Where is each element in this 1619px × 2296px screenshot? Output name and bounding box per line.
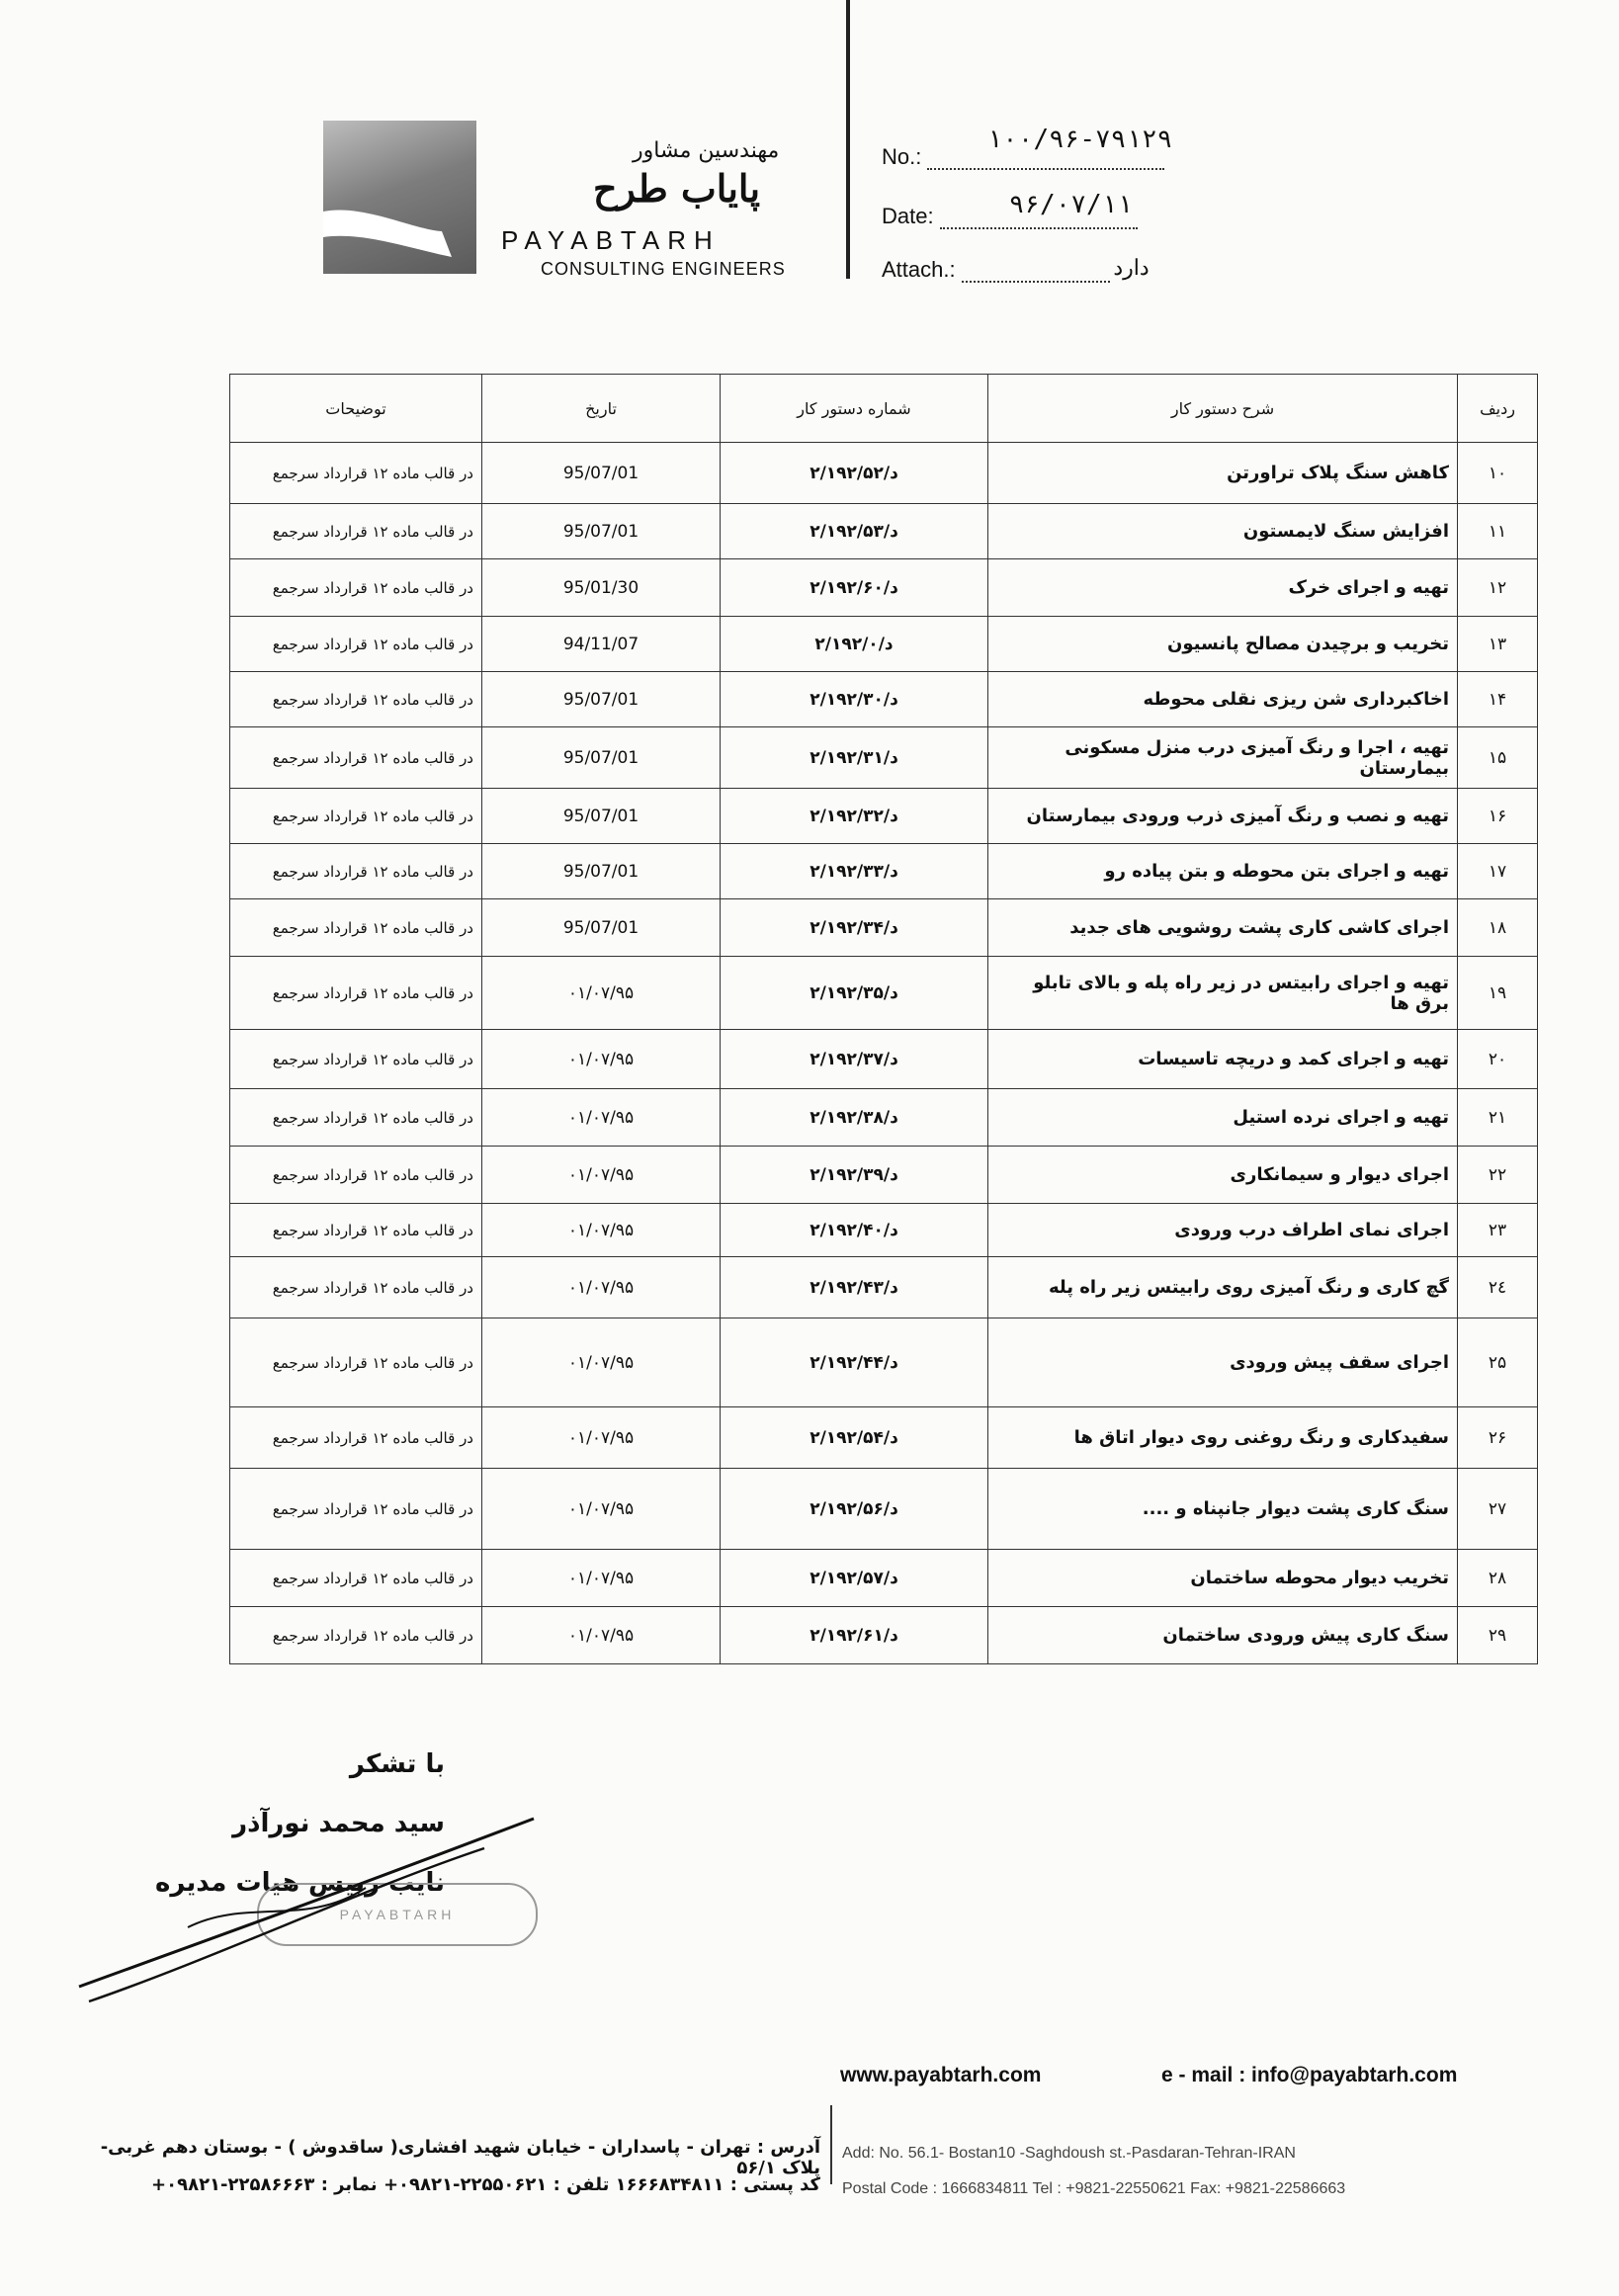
row-number-cell <box>1458 1550 1538 1607</box>
notes-cell <box>230 1407 482 1469</box>
notes-cell-text: در قالب ماده ۱۲ قرارداد سرجمع <box>272 522 473 541</box>
notes-cell-text: در قالب ماده ۱۲ قرارداد سرجمع <box>272 464 473 482</box>
col-header-row: ردیف <box>1458 375 1538 443</box>
table-row <box>230 899 1538 957</box>
row-number-cell <box>1458 1030 1538 1089</box>
work-date-cell <box>482 443 721 504</box>
table-row <box>230 617 1538 672</box>
company-stamp: PAYABTARH <box>257 1883 538 1946</box>
notes-cell-text: در قالب ماده ۱۲ قرارداد سرجمع <box>272 690 473 709</box>
letter-attach-value: دارد <box>1113 255 1150 280</box>
work-order-number-cell-text: ۲/۱۹۲/د/۳۳ <box>810 861 898 882</box>
company-subtitle-fa: مهندسین مشاور <box>633 138 780 163</box>
notes-cell <box>230 1607 482 1664</box>
row-number-cell-text: ۱۹ <box>1488 982 1507 1003</box>
work-date-cell-text: ۰۱/۰۷/۹۵ <box>567 1277 635 1298</box>
notes-cell <box>230 1030 482 1089</box>
work-description-cell-text: اجرای سقف پیش ورودی <box>1230 1352 1449 1373</box>
work-date-cell <box>482 957 721 1030</box>
work-description-cell <box>988 1318 1458 1407</box>
notes-cell-text: در قالب ماده ۱۲ قرارداد سرجمع <box>272 578 473 597</box>
work-date-cell-text: 95/07/01 <box>562 521 639 542</box>
work-description-cell-text: تهیه ، اجرا و رنگ آمیزی درب منزل مسکونی بیمارستان <box>1065 736 1449 779</box>
row-number-cell-text: ۱۶ <box>1488 806 1507 826</box>
work-order-number-cell <box>721 504 988 559</box>
work-order-number-cell <box>721 1147 988 1204</box>
work-description-cell <box>988 1407 1458 1469</box>
work-order-number-cell-text: ۲/۱۹۲/د/۶۱ <box>810 1625 898 1646</box>
notes-cell <box>230 559 482 617</box>
work-description-cell-text: افزایش سنگ لایمستون <box>1242 521 1449 542</box>
row-number-cell-text: ۱۱ <box>1488 521 1507 542</box>
table-row <box>230 789 1538 844</box>
footer-contact-en: Postal Code : 1666834811 Tel : +9821-22550621 Fax: +9821-22586663 <box>842 2180 1346 2197</box>
table-body <box>230 443 1538 1664</box>
footer-address-fa: آدرس : تهران - پاسداران - خیابان شهید افشاری( ساقدوش ) - بوستان دهم غربی- پلاک ۵۶/۱ <box>100 2137 820 2178</box>
work-order-number-cell-text: ۲/۱۹۲/د/۴۴ <box>810 1352 898 1373</box>
work-order-number-cell-text: ۲/۱۹۲/د/۶۰ <box>810 577 898 598</box>
row-number-cell <box>1458 1469 1538 1550</box>
notes-cell-text: در قالب ماده ۱۲ قرارداد سرجمع <box>272 1569 473 1587</box>
work-date-cell <box>482 1030 721 1089</box>
work-date-cell-text: ۰۱/۰۷/۹۵ <box>567 982 635 1003</box>
closing-thanks: با تشکر <box>349 1749 445 1779</box>
notes-cell-text: در قالب ماده ۱۲ قرارداد سرجمع <box>272 1278 473 1297</box>
table-row <box>230 1318 1538 1407</box>
notes-cell-text: در قالب ماده ۱۲ قرارداد سرجمع <box>272 918 473 937</box>
letter-number-value: ۱۰۰/۹۶-۷۹۱۲۹ <box>986 125 1173 154</box>
notes-cell-text: در قالب ماده ۱۲ قرارداد سرجمع <box>272 1108 473 1127</box>
work-description-cell-text: تهیه و نصب و رنگ آمیزی ذرب ورودی بیمارستان <box>1026 806 1449 826</box>
work-date-cell-text: ۰۱/۰۷/۹۵ <box>567 1625 635 1646</box>
work-order-number-cell <box>721 957 988 1030</box>
work-order-number-cell-text: ۲/۱۹۲/د/۵۲ <box>810 463 898 483</box>
row-number-cell-text: ۱۸ <box>1488 917 1507 938</box>
work-date-cell <box>482 844 721 899</box>
work-order-number-cell <box>721 1318 988 1407</box>
company-logo <box>323 121 476 274</box>
notes-cell-text: در قالب ماده ۱۲ قرارداد سرجمع <box>272 635 473 653</box>
notes-cell <box>230 617 482 672</box>
table-row <box>230 1607 1538 1664</box>
work-order-number-cell-text: ۲/۱۹۲/د/۰ <box>814 634 894 654</box>
footer-email[interactable]: e - mail : info@payabtarh.com <box>1161 2064 1458 2086</box>
notes-cell <box>230 727 482 789</box>
work-order-number-cell-text: ۲/۱۹۲/د/۴۳ <box>810 1277 898 1298</box>
row-number-cell <box>1458 672 1538 727</box>
work-description-cell-text: تهیه و اجرای خرک <box>1288 577 1449 598</box>
row-number-cell-text: ۱۰ <box>1488 463 1507 483</box>
work-description-cell <box>988 504 1458 559</box>
table-row <box>230 504 1538 559</box>
header-divider <box>846 0 850 279</box>
table-row <box>230 672 1538 727</box>
work-date-cell-text: 94/11/07 <box>562 634 639 654</box>
notes-cell <box>230 1469 482 1550</box>
work-order-number-cell <box>721 672 988 727</box>
work-description-cell <box>988 1089 1458 1147</box>
work-date-cell <box>482 1204 721 1257</box>
work-date-cell-text: ۰۱/۰۷/۹۵ <box>567 1498 635 1519</box>
work-order-number-cell-text: ۲/۱۹۲/د/۳۲ <box>810 806 898 826</box>
work-date-cell-text: 95/07/01 <box>562 689 639 710</box>
footer-website[interactable]: www.payabtarh.com <box>840 2064 1042 2086</box>
row-number-cell-text: ۲۸ <box>1488 1568 1507 1588</box>
row-number-cell <box>1458 504 1538 559</box>
row-number-cell <box>1458 1089 1538 1147</box>
table-row <box>230 957 1538 1030</box>
row-number-cell <box>1458 559 1538 617</box>
notes-cell-text: در قالب ماده ۱۲ قرارداد سرجمع <box>272 983 473 1002</box>
work-order-number-cell <box>721 1550 988 1607</box>
work-date-cell <box>482 617 721 672</box>
notes-cell <box>230 844 482 899</box>
footer-divider <box>830 2105 832 2184</box>
work-description-cell <box>988 844 1458 899</box>
work-description-cell <box>988 1257 1458 1318</box>
notes-cell-text: در قالب ماده ۱۲ قرارداد سرجمع <box>272 1428 473 1447</box>
company-subtitle-en: CONSULTING ENGINEERS <box>541 259 786 279</box>
work-date-cell <box>482 1089 721 1147</box>
row-number-cell-text: ۱۴ <box>1488 689 1507 710</box>
work-date-cell-text: ۰۱/۰۷/۹۵ <box>567 1568 635 1588</box>
letter-date-value: ۹۶/۰۷/۱۱ <box>1008 190 1133 219</box>
letter-number-label: No.: <box>882 144 922 169</box>
notes-cell <box>230 789 482 844</box>
work-description-cell <box>988 1607 1458 1664</box>
work-description-cell-text: تهیه و اجرای کمد و دریچه تاسیسات <box>1138 1049 1449 1069</box>
work-date-cell <box>482 1407 721 1469</box>
work-description-cell-text: تخریب دیوار محوطه ساختمان <box>1190 1568 1449 1588</box>
work-description-cell-text: تخریب و برچیدن مصالح پانسیون <box>1167 634 1449 654</box>
notes-cell-text: در قالب ماده ۱۲ قرارداد سرجمع <box>272 862 473 881</box>
work-order-number-cell <box>721 1089 988 1147</box>
work-description-cell <box>988 559 1458 617</box>
work-date-cell-text: 95/07/01 <box>562 463 639 483</box>
work-description-cell-text: تهیه و اجرای بتن محوطه و بتن پیاده رو <box>1104 861 1449 882</box>
work-date-cell <box>482 899 721 957</box>
col-header-note: توضیحات <box>230 375 482 443</box>
work-orders-table <box>229 374 1538 1664</box>
work-description-cell-text: تهیه و اجرای رابیتس در زیر راه پله و بالای تابلو برق ها <box>1033 972 1449 1014</box>
row-number-cell-text: ۲٤ <box>1488 1277 1507 1298</box>
work-order-number-cell <box>721 844 988 899</box>
row-number-cell <box>1458 727 1538 789</box>
work-description-cell-text: اجرای نمای اطراف درب ورودی <box>1174 1220 1449 1240</box>
work-order-number-cell-text: ۲/۱۹۲/د/۵۶ <box>810 1498 898 1519</box>
notes-cell <box>230 1147 482 1204</box>
row-number-cell-text: ۲۳ <box>1488 1220 1507 1240</box>
notes-cell-text: در قالب ماده ۱۲ قرارداد سرجمع <box>272 1221 473 1239</box>
row-number-cell-text: ۲۵ <box>1488 1352 1507 1373</box>
work-date-cell <box>482 559 721 617</box>
row-number-cell <box>1458 844 1538 899</box>
work-date-cell-text: ۰۱/۰۷/۹۵ <box>567 1164 635 1185</box>
letter-date <box>882 190 1138 229</box>
row-number-cell <box>1458 1407 1538 1469</box>
work-description-cell <box>988 957 1458 1030</box>
footer-contact-fa: کد پستی : ۱۶۶۶۸۳۴۸۱۱ تلفن : ۲۲۵۵۰۶۲۱-۰۹۸۲۱+ نمابر : ۲۲۵۸۶۶۶۳-۰۹۸۲۱+ <box>151 2174 820 2195</box>
letter-attach <box>882 255 1150 283</box>
row-number-cell <box>1458 1147 1538 1204</box>
work-description-cell <box>988 899 1458 957</box>
work-date-cell-text: 95/01/30 <box>562 577 639 598</box>
notes-cell <box>230 1089 482 1147</box>
work-order-number-cell <box>721 1257 988 1318</box>
company-name-fa: پایاب طرح <box>593 166 761 211</box>
notes-cell <box>230 899 482 957</box>
row-number-cell-text: ۱۳ <box>1488 634 1507 654</box>
notes-cell <box>230 1257 482 1318</box>
table-row <box>230 1550 1538 1607</box>
work-description-cell <box>988 727 1458 789</box>
work-date-cell <box>482 727 721 789</box>
handwritten-signature-icon <box>69 1779 544 2016</box>
work-date-cell <box>482 1147 721 1204</box>
work-order-number-cell <box>721 1030 988 1089</box>
work-order-number-cell <box>721 1204 988 1257</box>
letter-attach-label: Attach.: <box>882 257 956 282</box>
row-number-cell <box>1458 789 1538 844</box>
work-date-cell <box>482 789 721 844</box>
work-date-cell-text: 95/07/01 <box>562 806 639 826</box>
work-order-number-cell-text: ۲/۱۹۲/د/۳۸ <box>810 1107 898 1128</box>
table-row <box>230 1204 1538 1257</box>
row-number-cell <box>1458 1318 1538 1407</box>
notes-cell <box>230 504 482 559</box>
table-row <box>230 1147 1538 1204</box>
table-row <box>230 844 1538 899</box>
work-order-number-cell-text: ۲/۱۹۲/د/۳۱ <box>810 747 898 768</box>
row-number-cell <box>1458 1607 1538 1664</box>
row-number-cell-text: ۲۶ <box>1488 1427 1507 1448</box>
work-date-cell-text: ۰۱/۰۷/۹۵ <box>567 1220 635 1240</box>
notes-cell <box>230 443 482 504</box>
col-header-num: شماره دستور کار <box>721 375 988 443</box>
work-order-number-cell-text: ۲/۱۹۲/د/۳۰ <box>810 689 898 710</box>
work-order-number-cell-text: ۲/۱۹۲/د/۵۳ <box>810 521 898 542</box>
work-date-cell <box>482 1318 721 1407</box>
work-order-number-cell-text: ۲/۱۹۲/د/۵۷ <box>810 1568 898 1588</box>
company-name-en: PAYABTARH <box>501 225 721 255</box>
work-description-cell-text: سنگ کاری پیش ورودی ساختمان <box>1162 1625 1449 1646</box>
work-order-number-cell <box>721 1407 988 1469</box>
work-date-cell <box>482 1469 721 1550</box>
notes-cell <box>230 957 482 1030</box>
row-number-cell <box>1458 1257 1538 1318</box>
work-order-number-cell <box>721 443 988 504</box>
work-description-cell <box>988 1030 1458 1089</box>
notes-cell-text: در قالب ماده ۱۲ قرارداد سرجمع <box>272 1499 473 1518</box>
notes-cell <box>230 1550 482 1607</box>
work-description-cell-text: کاهش سنگ پلاک تراورتن <box>1227 463 1449 483</box>
notes-cell-text: در قالب ماده ۱۲ قرارداد سرجمع <box>272 1165 473 1184</box>
work-date-cell-text: 95/07/01 <box>562 861 639 882</box>
work-order-number-cell-text: ۲/۱۹۲/د/۵۴ <box>810 1427 898 1448</box>
notes-cell <box>230 1204 482 1257</box>
notes-cell-text: در قالب ماده ۱۲ قرارداد سرجمع <box>272 748 473 767</box>
work-description-cell <box>988 443 1458 504</box>
notes-cell-text: در قالب ماده ۱۲ قرارداد سرجمع <box>272 1353 473 1372</box>
row-number-cell-text: ۲۷ <box>1488 1498 1507 1519</box>
signer-name: سید محمد نورآذر <box>232 1809 445 1838</box>
work-description-cell-text: سفیدکاری و رنگ روغنی روی دیوار اتاق ها <box>1073 1427 1449 1448</box>
signer-title: نایب رییس هیات مدیره <box>155 1868 445 1898</box>
work-description-cell <box>988 789 1458 844</box>
work-date-cell <box>482 1607 721 1664</box>
table-row <box>230 1257 1538 1318</box>
table-row <box>230 1469 1538 1550</box>
work-description-cell-text: اجرای دیوار و سیمانکاری <box>1230 1164 1449 1185</box>
work-date-cell-text: ۰۱/۰۷/۹۵ <box>567 1352 635 1373</box>
row-number-cell <box>1458 617 1538 672</box>
work-date-cell <box>482 1550 721 1607</box>
work-description-cell <box>988 1469 1458 1550</box>
work-order-number-cell-text: ۲/۱۹۲/د/۴۰ <box>810 1220 898 1240</box>
row-number-cell-text: ۲۰ <box>1488 1049 1507 1069</box>
work-order-number-cell-text: ۲/۱۹۲/د/۳۵ <box>810 982 898 1003</box>
work-date-cell-text: ۰۱/۰۷/۹۵ <box>567 1427 635 1448</box>
work-description-cell <box>988 1147 1458 1204</box>
letter-number <box>882 125 1173 170</box>
work-date-cell-text: ۰۱/۰۷/۹۵ <box>567 1107 635 1128</box>
work-order-number-cell-text: ۲/۱۹۲/د/۳۹ <box>810 1164 898 1185</box>
row-number-cell <box>1458 1204 1538 1257</box>
row-number-cell-text: ۱۲ <box>1488 577 1507 598</box>
col-header-date: تاریخ <box>482 375 721 443</box>
notes-cell <box>230 672 482 727</box>
work-description-cell <box>988 672 1458 727</box>
row-number-cell <box>1458 899 1538 957</box>
work-description-cell <box>988 1204 1458 1257</box>
row-number-cell-text: ۱۵ <box>1488 747 1507 768</box>
row-number-cell-text: ۱۷ <box>1488 861 1507 882</box>
work-order-number-cell <box>721 617 988 672</box>
work-order-number-cell-text: ۲/۱۹۲/د/۳۷ <box>810 1049 898 1069</box>
work-order-number-cell <box>721 899 988 957</box>
work-description-cell <box>988 617 1458 672</box>
row-number-cell <box>1458 957 1538 1030</box>
notes-cell-text: در قالب ماده ۱۲ قرارداد سرجمع <box>272 1626 473 1645</box>
table-row <box>230 1089 1538 1147</box>
row-number-cell-text: ۲۲ <box>1488 1164 1507 1185</box>
table-row <box>230 1407 1538 1469</box>
row-number-cell-text: ۲۹ <box>1488 1625 1507 1646</box>
work-date-cell-text: ۰۱/۰۷/۹۵ <box>567 1049 635 1069</box>
table-row <box>230 559 1538 617</box>
col-header-desc: شرح دستور کار <box>988 375 1458 443</box>
work-order-number-cell <box>721 1469 988 1550</box>
letter-date-label: Date: <box>882 204 934 228</box>
work-date-cell-text: 95/07/01 <box>562 747 639 768</box>
work-description-cell-text: تهیه و اجرای نرده استیل <box>1233 1107 1449 1128</box>
table-row <box>230 443 1538 504</box>
work-order-number-cell <box>721 727 988 789</box>
notes-cell <box>230 1318 482 1407</box>
work-order-number-cell <box>721 559 988 617</box>
table-header-row <box>230 375 1538 443</box>
work-date-cell <box>482 504 721 559</box>
work-date-cell <box>482 1257 721 1318</box>
work-date-cell-text: 95/07/01 <box>562 917 639 938</box>
work-description-cell-text: اخاکبرداری شن ریزی نقلی محوطه <box>1143 689 1449 710</box>
notes-cell-text: در قالب ماده ۱۲ قرارداد سرجمع <box>272 1050 473 1068</box>
logo-swoosh-icon <box>323 121 476 274</box>
work-description-cell-text: سنگ کاری پشت دیوار جانپناه و .... <box>1142 1498 1449 1519</box>
work-date-cell <box>482 672 721 727</box>
row-number-cell-text: ۲۱ <box>1488 1107 1507 1128</box>
work-order-number-cell <box>721 1607 988 1664</box>
row-number-cell <box>1458 443 1538 504</box>
table-row <box>230 727 1538 789</box>
work-description-cell-text: اجرای کاشی کاری پشت روشویی های جدید <box>1069 917 1449 938</box>
work-order-number-cell-text: ۲/۱۹۲/د/۳۴ <box>810 917 898 938</box>
notes-cell-text: در قالب ماده ۱۲ قرارداد سرجمع <box>272 807 473 825</box>
footer-address-en: Add: No. 56.1- Bostan10 -Saghdoush st.-Pasdaran-Tehran-IRAN <box>842 2145 1296 2162</box>
work-description-cell <box>988 1550 1458 1607</box>
table-row <box>230 1030 1538 1089</box>
work-description-cell-text: گچ کاری و رنگ آمیزی روی رابیتس زیر راه پله <box>1049 1277 1449 1298</box>
work-order-number-cell <box>721 789 988 844</box>
